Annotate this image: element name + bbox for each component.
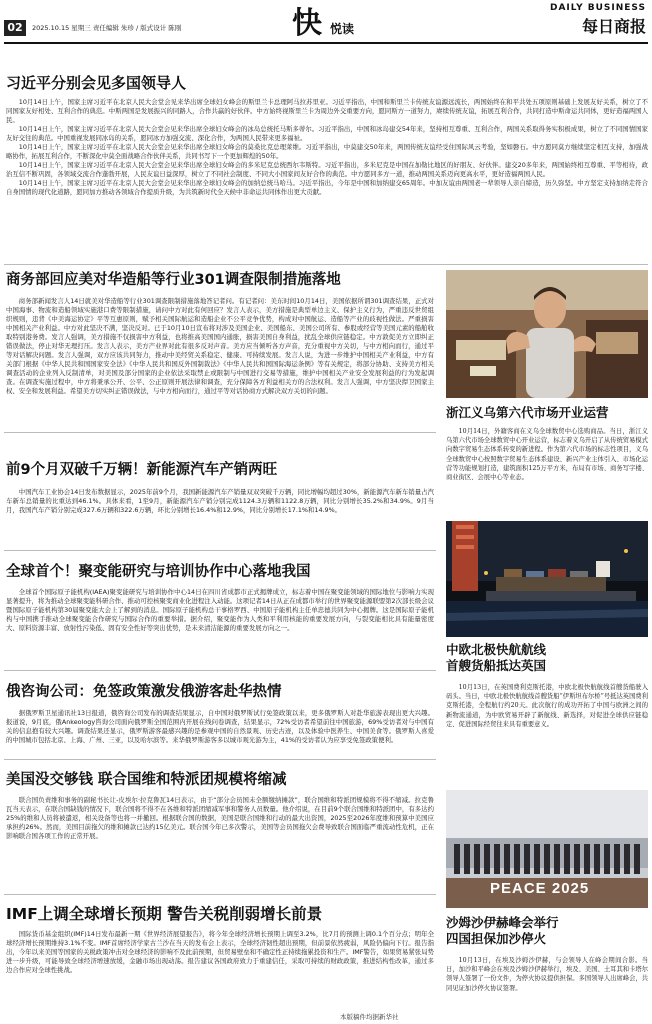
ship-photo xyxy=(446,521,648,637)
masthead xyxy=(0,0,652,48)
article-body xyxy=(6,709,434,757)
sidebar-caption-title-line: 沙姆沙伊赫峰会举行 xyxy=(446,915,559,930)
section-divider xyxy=(4,759,436,760)
article-paragraph: 国际货币基金组织(IMF)14日发布最新一期《世界经济展望报告》，将今年全球经济增长预期上调至3.2%，比7月的预测上调0.1个百分点；明年全球经济增长预期维持3.1%不变。IMF首席经济学家古兰沙在当天的发布会上表示，全球经济韧性超出预期，但前景依然疲弱，风险仍偏向下行。报告指出，今年以来美国等国家的关税政策冲击对全球经济的影响不及此前预期，但贸易壁垒和不确定性正持续拖累投资和生产。IMF警告，如果贸易紧张局势进一步升级，可能导致全球经济增速放缓，金融市场出现动荡。报告建议各国政府致力于重建信任，采取可持续的财政政策，推进结构性改革，通过多边合作应对全球性挑战。 xyxy=(6,930,434,974)
brand-chinese: 每日商报 xyxy=(581,17,646,36)
masthead-rule xyxy=(4,42,648,44)
article-body xyxy=(6,796,434,888)
section-divider xyxy=(4,550,436,551)
section-divider xyxy=(4,432,436,433)
article-paragraph: 联合国负责维和事务的副秘书长让-皮埃尔·拉克鲁瓦14日表示，由于“部分会员国未全额缴纳摊款”，联合国维和特派团规模将不得不缩减。拉克鲁瓦当天表示，在联合国缺钱的情况下，联合国将不得不在各维和特派团缩减军事和警务人员数量。他介绍说，在目前9个联合国维和特派团中，有多达约25%的维和人员将被遣返，相关设备等也将一并撤回。根据联合国的数据，美国是联合国维和行动的最大出资国，2025至2026年度维和预算中美国应承担约26%。然而，美国目前拖欠的维和摊款已达约15亿美元。联合国今年已多次警示，美国等会员国拖欠会费导致联合国面临严重流动性危机，正在影响联合国各项工作的正常开展。 xyxy=(6,796,434,840)
article-headline: 全球首个！聚变能研究与培训协作中心落地我国 xyxy=(6,564,311,580)
sidebar-caption-title-line: 首艘货船抵达英国 xyxy=(446,658,547,673)
section-logo xyxy=(292,6,388,44)
article-paragraph: 中国汽车工业协会14日发布数据显示，2025年前9个月，我国新能源汽车产销量双双突破千万辆，同比增幅均超过30%，新能源汽车新车销量占汽车新车总销量的比重达到46.1%。具体来看，1至9月，新能源汽车产销分别完成1124.3万辆和1122.8万辆，同比分别增长35.2%和34.9%。9月当月，我国汽车产销分别完成327.6万辆和322.6万辆，环比分别增长16.4%和12.9%，同比分别增长17.1%和14.9%。 xyxy=(6,488,434,514)
section-divider xyxy=(4,264,648,265)
article-headline: 前9个月双破千万辆！新能源汽车产销两旺 xyxy=(6,462,278,478)
stage-sign-text: PEACE 2025 xyxy=(490,880,590,897)
sidebar-caption-paragraph: 10月13日，在英国费利克斯托港，中欧北极快航航线首艘货船驶入码头。当日，中欧北极快航航线首艘货船“伊斯坦布尔桥”号抵达英国费利克斯托港，全程航行约20天。此次航行的成功开拓了中国与欧洲之间的新物流通道，为中欧贸易开辟了新航线、新选择，对促进全球供应链稳定、促进国际经贸往来具有重要意义。 xyxy=(446,684,648,728)
section-logo-big: 快 xyxy=(292,6,322,41)
article-paragraph: 全球首个国际原子能机构(IAEA)聚变能研究与培训协作中心14日在四川省成都市正式揭牌成立，标志着中国在聚变能领域的国际地位与影响力实现显著提升，将为推动全球聚变能科研合作、推动可控核聚变商业化进程注入动能。这项记者14日从正在成都市举行的世界聚变能源联盟第2次部长级会议暨国际原子能机构第30届聚变能大会上了解到的消息。国际原子能机构总干事格罗西、中国原子能机构主任单忠德共同为中心揭牌。这是国际原子能机构与中国携手推动全球聚变能合作研究与国际合作的重要举措。据介绍，聚变能作为人类和平利用核能的重要发展方向，与裂变能相比具有能量密度大、原料资源丰富、放射性污染低、固有安全性好等突出优势，是未来清洁能源的重要发展方向之一。 xyxy=(6,588,434,632)
sidebar-caption-title-line: 四国担保加沙停火 xyxy=(446,931,547,946)
page-number: 02 xyxy=(4,20,26,36)
article-body xyxy=(6,297,434,430)
sidebar-caption-title-line: 中欧北极快航航线 xyxy=(446,642,547,657)
market-photo xyxy=(446,270,648,398)
article-body xyxy=(6,588,434,668)
article-paragraph: 10月14日上午，国家主席习近平在北京人民大会堂会见来华出席全球妇女峰会的多米尼克总统西尔韦斯特。习近平指出，多米尼克是中国在加勒比地区的好朋友、好伙伴。建交20多年来，两国始终相互尊重、平等相待，政治互信不断巩固，各领域交流合作蓬勃开展，人民友谊日益深厚，树立了不同社会制度、不同大小国家间友好合作的典范。中方愿同多方一道，推动两国关系迈向更高水平，更好造福两国人民。 xyxy=(6,161,648,178)
article-body xyxy=(6,488,434,548)
ship-photo-illustration xyxy=(446,521,648,637)
sidebar-caption-body xyxy=(446,427,648,517)
market-photo-illustration xyxy=(446,270,648,398)
article-paragraph: 10月14日上午，国家主席习近平在北京人民大会堂会见来华出席全球妇女峰会的莫桑比克总理莱维。习近平指出，中莫建交50年来，两国传统友谊经受住国际风云考验，坚如磐石。中方愿同莫方继续坚定相互支持，加强战略协作，拓展互利合作，不断深化中莫全面战略合作伙伴关系，共同书写下一个更加辉煌的50年。 xyxy=(6,143,648,160)
sidebar-caption-body xyxy=(446,683,648,778)
article-headline: 习近平分别会见多国领导人 xyxy=(6,74,187,92)
sidebar-caption-title xyxy=(446,915,648,947)
article-paragraph: 10月14日上午，国家主席习近平在北京人民大会堂会见来华出席全球妇女峰会的斯里兰卡总理阿马拉苏里亚。习近平指出，中国和斯里兰卡传统友谊源远流长，两国始终在和平共处五项原则基础上发展友好关系，树立了不同国家友好相处、互利合作的典范。中斯两国是发展振兴的同路人，合作共赢的好伙伴。中方始终视斯里兰卡为周边外交重要方向，愿同斯方一道努力，赓续传统友谊，拓展互利合作，共同打造中斯命运共同体，更好造福两国人民。 xyxy=(6,98,648,124)
sidebar-caption-title xyxy=(446,405,648,421)
article-paragraph: 10月14日上午，国家主席习近平在北京人民大会堂会见来华出席全球妇女峰会的冰岛总统托马斯多蒂尔。习近平指出，中国和冰岛建交54年来，坚持相互尊重、互利合作，两国关系取得务实积极成果，树立了不同国情国家友好交往的典范。中国重视发展同冰岛的关系，愿同冰方加强交流、深化合作，为两国人民带来更多福祉。 xyxy=(6,125,648,142)
sidebar-caption-body xyxy=(446,956,648,1010)
article-headline: IMF上调全球增长预期 警告关税削弱增长前景 xyxy=(6,905,323,923)
sidebar-caption-title xyxy=(446,642,648,674)
section-divider xyxy=(4,894,436,895)
summit-photo xyxy=(446,790,648,908)
article-headline: 美国没交够钱 联合国维和特派团规模将缩减 xyxy=(6,772,287,788)
source-note: 本版稿件均据新华社 xyxy=(340,1013,399,1021)
article-headline: 商务部回应美对华造船等行业301调查限制措施落地 xyxy=(6,272,341,288)
article-body xyxy=(6,930,434,1010)
article-headline: 俄咨询公司：免签政策激发俄游客赴华热情 xyxy=(6,684,282,700)
section-logo-small: 悦读 xyxy=(330,22,355,36)
section-divider xyxy=(4,670,436,671)
sidebar-caption-title-line: 浙江义乌第六代市场开业运营 xyxy=(446,405,609,420)
issue-meta: 2025.10.15 星期三 责任编辑 朱珍 / 版式设计 陈刚 xyxy=(32,24,182,32)
sidebar-caption-paragraph: 10月14日，外籍客商在义乌全球数贸中心选购商品。当日，浙江义乌第六代市场全球数贸中心开业运营，标志着义乌开启了从传统贸易模式向数字贸易生态体系转变的新进程。作为第六代市场的标志性项目，义乌全球数贸中心按照数字贸易生态体系建设、新兴产业主体引入、市场化运营等功能规划打造，建筑面积125万平方米，布局有市场、商务写字楼、商业街区、会展中心等业态。 xyxy=(446,428,648,482)
article-paragraph: 商务部新闻发言人14日就美对华造船等行业301调查限制措施落地答记者问。有记者问：美东时间10月14日，美国依据所谓301调查结果，正式对中国海事、物流和造船领域实施港口费等限制措施，请问中方对此有何回应？发言人表示，美方措施是典型单边主义、保护主义行为，严重违反世贸组织规则，违背《中美海运协定》平等互惠原则，赋予相关国际航运和造船企业不公平竞争优势，构成对中国航运、造船等产业的歧视性做法。严重损害中国相关产业利益。中方对此坚决不满，坚决反对。已于10月10日宣布将对涉及美国企业、美国船东、美国公司所有、参股或经营等美国元素的船舶收取特别港务费。发言人强调，美方措施不仅损害中方利益，也将推高美国国内通胀，损害美国自身利益，扰乱全球供应链稳定。中方敦促美方立即纠正错误做法，停止对华无理打压。发言人表示，美方产业界对此有很多反对声音。美方应当倾听各方声音，充分重视中方关切，与中方相向而行，通过平等对话解决问题。发言人强调，双方应该共同努力，推动中美经贸关系稳定、健康、可持续发展。发言人说，为进一步维护中国相关产业利益，中方有关部门根据《中华人民共和国国家安全法》《中华人民共和国反外国制裁法》《中华人民共和国国际海运条例》等有关规定，将部分协助、支持美方相关调查活动的企业列入反制清单，对美国及部分国家的企业依法采取禁止或限制与中国进行交易等措施，维护中国相关产业安全发展利益的行为发起调查。在调查实施过程中，中方将秉承公开、公平、公正原则开展法律和调查，充分保障各方利益相关方的合法权利。发言人强调，中方坚决捍卫国家主权、安全和发展利益。希望美方切实纠正错误做法，与中方相向而行，通过平等对话协商方式解决双方关切的问题。 xyxy=(6,297,434,395)
article-paragraph: 据俄罗斯卫星通讯社13日报道，俄咨询公司发布的调查结果显示，自中国对俄罗斯试行免签政策以来，更多俄罗斯人对赴华旅游表现出更大兴趣。报道说，9月底，俄Ankeology咨询公司面向俄罗斯全国范围内开展在线问卷调查，结果显示，72%受访者希望前往中国旅游，69%受访者对与中国有关的信息抱有较大兴趣。调查结果还显示，俄罗斯游客最感兴趣的是参观中国的自然景观、历史古迹，以及体验中医养生、中国美食等。俄罗斯人喜爱的中国城市包括北京、上海、广州、三亚，以及哈尔滨等。来华俄罗斯游客多以城市观光游为主，41%的受访者认为应享受免签政策便利。 xyxy=(6,709,434,744)
article-paragraph: 10月14日上午，国家主席习近平在北京人民大会堂会见来华出席全球妇女峰会的加纳总统马哈马。习近平指出，今年是中国和加纳建交65周年。中加友谊由两国老一辈领导人亲自缔造，历久弥坚。中方坚定支持加纳走符合自身国情的现代化道路，愿同加方推动各领域合作提质升级，为共筑新时代全天候中非命运共同体作出更大贡献。 xyxy=(6,179,648,196)
article-body xyxy=(6,98,648,264)
brand-english: DAILY BUSINESS xyxy=(549,3,646,13)
sidebar-caption-paragraph: 10月13日，在埃及沙姆沙伊赫，与会领导人在峰会期间合影。当日，加沙和平峰会在埃及沙姆沙伊赫举行，埃及、美国、土耳其和卡塔尔领导人签署了一份文件，为停火协议提供担保。多国领导人出席峰会，共同见证加沙停火协议签署。 xyxy=(446,957,648,992)
